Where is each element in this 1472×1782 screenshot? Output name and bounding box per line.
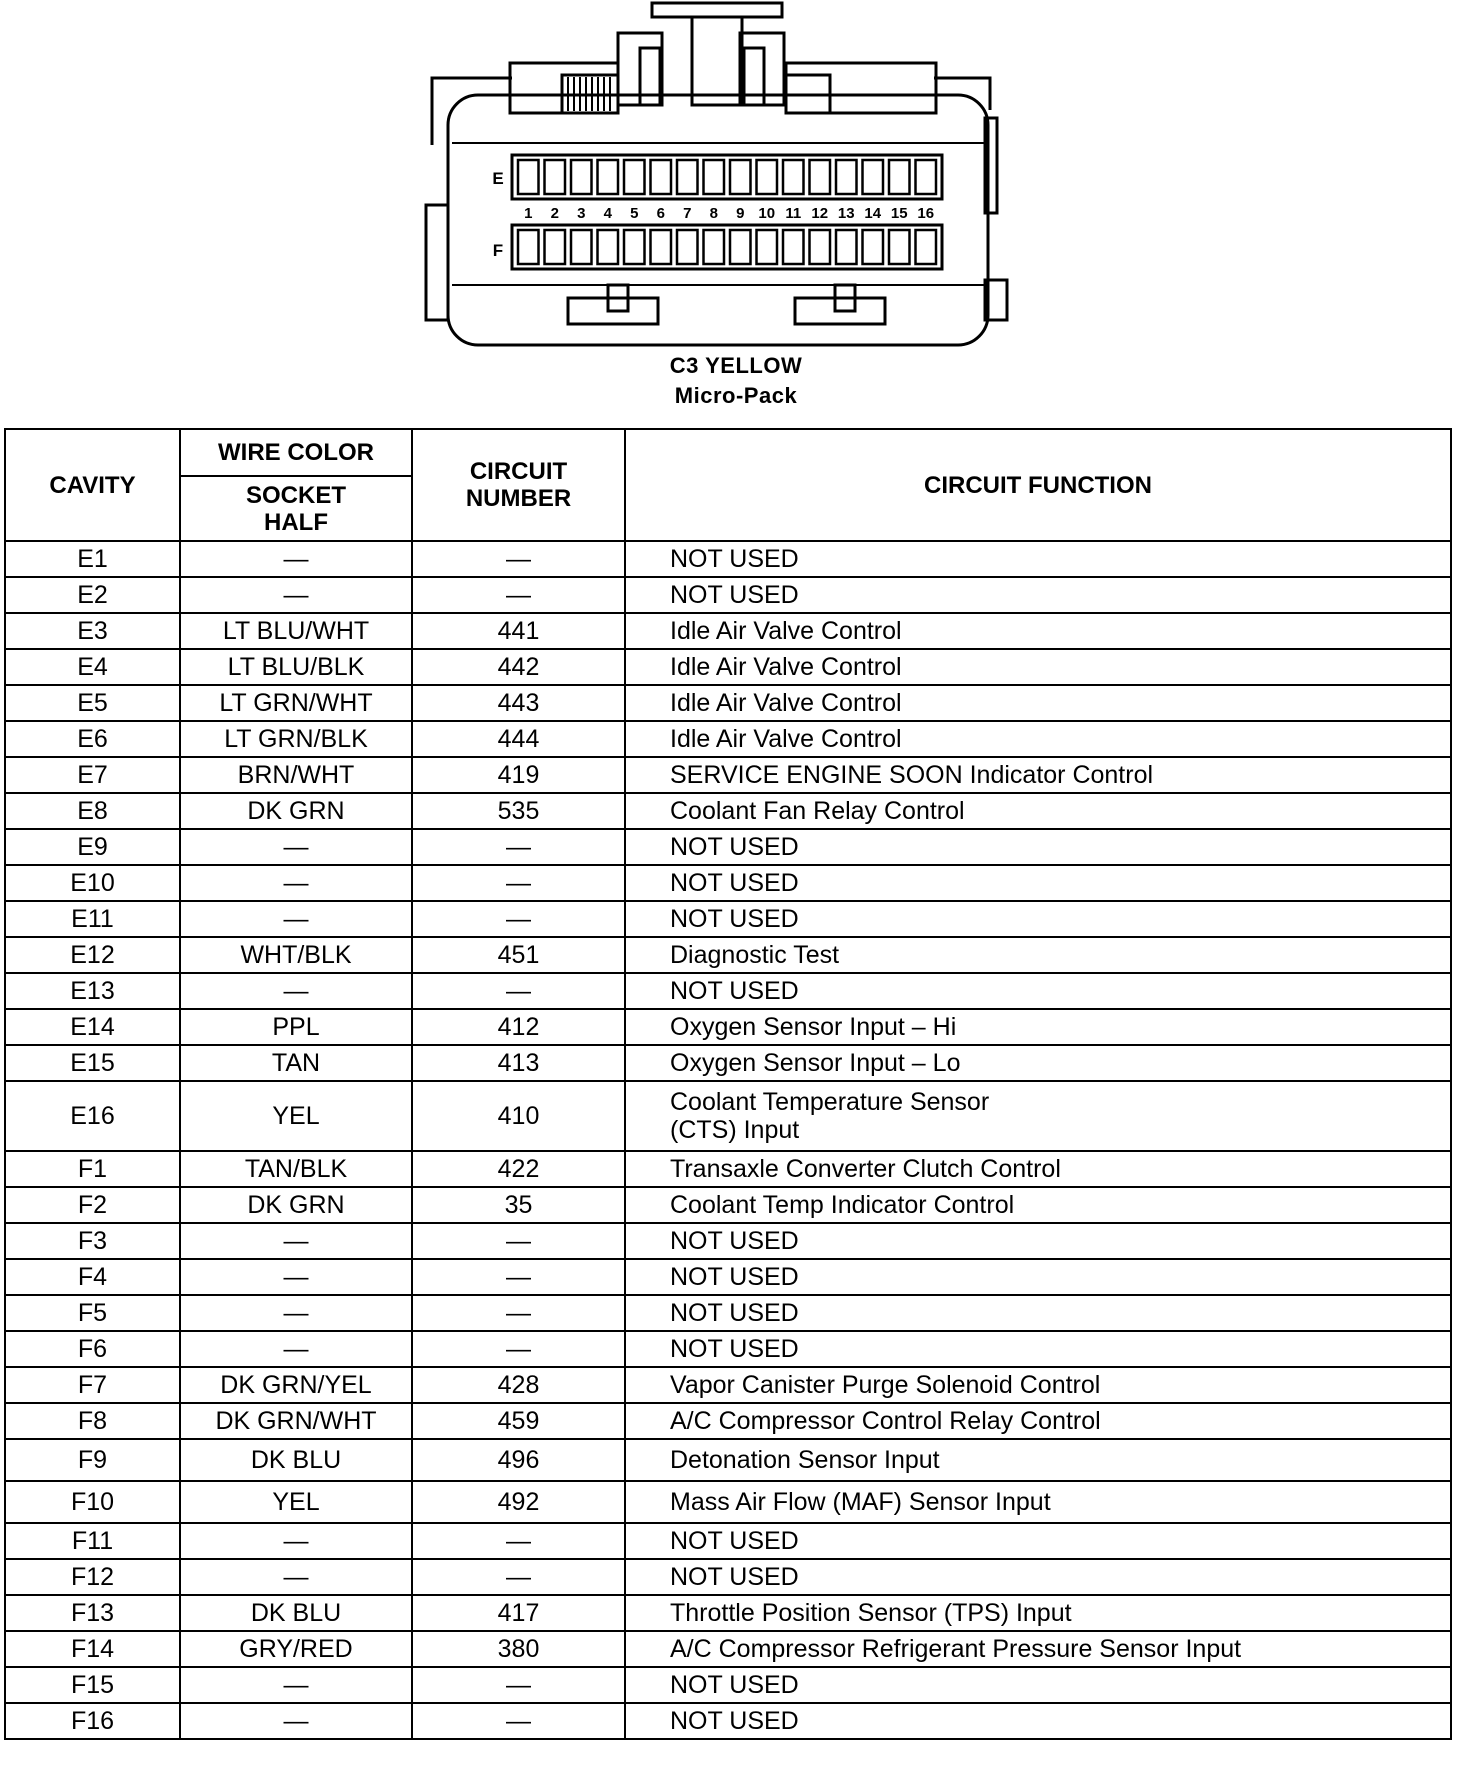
cell-circuit-function: Transaxle Converter Clutch Control: [625, 1151, 1451, 1187]
table-row: [5, 901, 1451, 937]
table-row: [5, 1045, 1451, 1081]
cell-wire-color: —: [180, 1223, 412, 1259]
cell-circuit-number: 459: [412, 1403, 625, 1439]
pin-number-label: 6: [656, 205, 665, 222]
cell-cavity: E16: [5, 1081, 180, 1151]
cell-wire-color: —: [180, 1295, 412, 1331]
pin-number-label: 4: [603, 205, 612, 222]
cell-circuit-function: Idle Air Valve Control: [625, 613, 1451, 649]
cavity-cell: [916, 160, 937, 194]
cell-wire-color: —: [180, 1331, 412, 1367]
table-row: [5, 937, 1451, 973]
cavity-cell: [863, 230, 884, 264]
cell-circuit-number: —: [412, 1331, 625, 1367]
cavity-cell: [677, 160, 698, 194]
cavity-cell: [651, 230, 672, 264]
cell-circuit-function: NOT USED: [625, 829, 1451, 865]
cell-circuit-number: —: [412, 901, 625, 937]
cavity-cell: [624, 160, 645, 194]
cell-cavity: E13: [5, 973, 180, 1009]
cell-circuit-function: NOT USED: [625, 541, 1451, 577]
cell-wire-color: —: [180, 1259, 412, 1295]
pin-number-label: 10: [758, 205, 776, 222]
table-row: [5, 865, 1451, 901]
cell-cavity: F11: [5, 1523, 180, 1559]
cell-circuit-number: 422: [412, 1151, 625, 1187]
cell-wire-color: —: [180, 1703, 412, 1739]
cavity-cell: [810, 230, 831, 264]
table-row: [5, 1187, 1451, 1223]
cell-circuit-function: NOT USED: [625, 1295, 1451, 1331]
cell-circuit-number: 535: [412, 793, 625, 829]
header-circuit-number: CIRCUIT NUMBER: [412, 429, 625, 541]
cell-circuit-number: 428: [412, 1367, 625, 1403]
cell-wire-color: —: [180, 577, 412, 613]
table-row: [5, 973, 1451, 1009]
row-f-label: F: [492, 241, 504, 260]
cell-wire-color: DK GRN: [180, 793, 412, 829]
cell-circuit-function: NOT USED: [625, 1523, 1451, 1559]
cell-cavity: F15: [5, 1667, 180, 1703]
cavity-cell: [545, 230, 566, 264]
cavity-cell: [889, 160, 910, 194]
cell-wire-color: LT GRN/WHT: [180, 685, 412, 721]
cavity-cell: [889, 230, 910, 264]
table-row: [5, 685, 1451, 721]
connector-diagram: [0, 0, 1472, 350]
cell-circuit-function: NOT USED: [625, 577, 1451, 613]
cell-circuit-function: Oxygen Sensor Input – Lo: [625, 1045, 1451, 1081]
cavity-cell: [916, 230, 937, 264]
header-circuit-function: CIRCUIT FUNCTION: [625, 429, 1451, 541]
cell-cavity: F1: [5, 1151, 180, 1187]
table-row: [5, 1523, 1451, 1559]
shell-left: [432, 78, 512, 145]
cell-circuit-function: Diagnostic Test: [625, 937, 1451, 973]
cell-circuit-function: Idle Air Valve Control: [625, 721, 1451, 757]
table-row: [5, 829, 1451, 865]
cell-cavity: E7: [5, 757, 180, 793]
pin-number-label: 1: [524, 205, 533, 222]
cell-cavity: E12: [5, 937, 180, 973]
cavity-cell: [730, 230, 751, 264]
pin-number-label: 16: [917, 205, 935, 222]
cell-circuit-function: SERVICE ENGINE SOON Indicator Control: [625, 757, 1451, 793]
cell-wire-color: DK BLU: [180, 1439, 412, 1481]
table-row: [5, 1559, 1451, 1595]
table-row: [5, 1667, 1451, 1703]
cell-wire-color: —: [180, 1559, 412, 1595]
cell-circuit-function: NOT USED: [625, 1703, 1451, 1739]
table-row: [5, 1151, 1451, 1187]
cell-circuit-function: Detonation Sensor Input: [625, 1439, 1451, 1481]
cell-wire-color: YEL: [180, 1481, 412, 1523]
cell-wire-color: YEL: [180, 1081, 412, 1151]
cell-circuit-function: Throttle Position Sensor (TPS) Input: [625, 1595, 1451, 1631]
cavity-cell: [571, 230, 592, 264]
cavity-cell: [598, 230, 619, 264]
cell-circuit-function: NOT USED: [625, 1331, 1451, 1367]
cell-circuit-number: —: [412, 1223, 625, 1259]
cell-cavity: F10: [5, 1481, 180, 1523]
cell-cavity: F6: [5, 1331, 180, 1367]
pin-number-label: 7: [683, 205, 692, 222]
side-tab-right: [786, 63, 936, 113]
cavity-row-f: [512, 225, 942, 269]
cell-circuit-function: NOT USED: [625, 973, 1451, 1009]
pinout-table: [4, 428, 1452, 1740]
cell-circuit-number: 419: [412, 757, 625, 793]
cell-circuit-number: 380: [412, 1631, 625, 1667]
cell-circuit-number: 413: [412, 1045, 625, 1081]
cell-circuit-number: —: [412, 1559, 625, 1595]
cell-wire-color: PPL: [180, 1009, 412, 1045]
pin-number-label: 9: [736, 205, 745, 222]
table-row: [5, 1223, 1451, 1259]
cell-wire-color: —: [180, 541, 412, 577]
cell-cavity: F16: [5, 1703, 180, 1739]
cell-circuit-function: NOT USED: [625, 1259, 1451, 1295]
cell-circuit-number: 410: [412, 1081, 625, 1151]
cavity-row-e: [512, 155, 942, 199]
cell-circuit-number: —: [412, 1259, 625, 1295]
cell-circuit-number: —: [412, 1523, 625, 1559]
cavity-cell: [518, 160, 539, 194]
cell-cavity: E14: [5, 1009, 180, 1045]
cavity-cell: [836, 160, 857, 194]
cell-wire-color: —: [180, 1667, 412, 1703]
cell-circuit-function: NOT USED: [625, 901, 1451, 937]
cell-cavity: E6: [5, 721, 180, 757]
pin-number-label: 2: [550, 205, 559, 222]
cell-cavity: F5: [5, 1295, 180, 1331]
cavity-cell: [783, 160, 804, 194]
cell-wire-color: —: [180, 901, 412, 937]
cavity-cell: [598, 160, 619, 194]
cell-wire-color: —: [180, 829, 412, 865]
table-row: [5, 1631, 1451, 1667]
row-e-label: E: [492, 169, 504, 188]
cavity-cell: [757, 160, 778, 194]
cell-circuit-function: NOT USED: [625, 1223, 1451, 1259]
cell-wire-color: —: [180, 865, 412, 901]
table-row: [5, 649, 1451, 685]
cell-circuit-number: 443: [412, 685, 625, 721]
cell-circuit-number: —: [412, 541, 625, 577]
cell-circuit-number: 496: [412, 1439, 625, 1481]
table-row: [5, 1009, 1451, 1045]
table-row: [5, 721, 1451, 757]
cell-circuit-function: Coolant Temperature Sensor (CTS) Input: [625, 1081, 1451, 1151]
pin-number-label: 11: [785, 205, 802, 222]
table-row: [5, 577, 1451, 613]
cell-cavity: E1: [5, 541, 180, 577]
cell-circuit-number: —: [412, 865, 625, 901]
cell-circuit-number: 35: [412, 1187, 625, 1223]
cell-circuit-function: NOT USED: [625, 1559, 1451, 1595]
pin-number-label: 3: [577, 205, 586, 222]
cell-circuit-number: —: [412, 577, 625, 613]
latch-top: [652, 3, 782, 17]
connector-name: C3 YELLOW: [669, 353, 803, 378]
cell-circuit-function: Idle Air Valve Control: [625, 649, 1451, 685]
cell-wire-color: DK GRN: [180, 1187, 412, 1223]
cavity-cell: [677, 230, 698, 264]
table-row: [5, 541, 1451, 577]
cell-circuit-number: 412: [412, 1009, 625, 1045]
cell-cavity: E8: [5, 793, 180, 829]
cavity-cell: [704, 160, 725, 194]
cell-cavity: F9: [5, 1439, 180, 1481]
cell-wire-color: TAN/BLK: [180, 1151, 412, 1187]
cell-cavity: E2: [5, 577, 180, 613]
latch-stem: [692, 17, 742, 105]
cell-wire-color: —: [180, 1523, 412, 1559]
cell-wire-color: LT BLU/WHT: [180, 613, 412, 649]
cavity-cell: [651, 160, 672, 194]
cell-wire-color: LT GRN/BLK: [180, 721, 412, 757]
cavity-cell: [836, 230, 857, 264]
table-row: [5, 793, 1451, 829]
cell-circuit-function: Coolant Temp Indicator Control: [625, 1187, 1451, 1223]
cell-circuit-number: 442: [412, 649, 625, 685]
cell-cavity: F3: [5, 1223, 180, 1259]
cell-wire-color: WHT/BLK: [180, 937, 412, 973]
table-row: [5, 613, 1451, 649]
cell-circuit-number: —: [412, 1295, 625, 1331]
cavity-cell: [810, 160, 831, 194]
cell-cavity: F8: [5, 1403, 180, 1439]
cell-cavity: E11: [5, 901, 180, 937]
table-row: [5, 1439, 1451, 1481]
cell-wire-color: LT BLU/BLK: [180, 649, 412, 685]
cell-circuit-number: 444: [412, 721, 625, 757]
cell-circuit-function: A/C Compressor Control Relay Control: [625, 1403, 1451, 1439]
cell-cavity: E9: [5, 829, 180, 865]
cell-cavity: F14: [5, 1631, 180, 1667]
cavity-cell: [730, 160, 751, 194]
cavity-cell: [571, 160, 592, 194]
pin-number-label: 5: [630, 205, 639, 222]
table-row: [5, 1703, 1451, 1739]
pin-number-label: 14: [864, 205, 882, 222]
table-row: [5, 1403, 1451, 1439]
connector-type: Micro-Pack: [674, 383, 798, 408]
cell-cavity: F7: [5, 1367, 180, 1403]
table-row: [5, 1295, 1451, 1331]
table-row: [5, 1259, 1451, 1295]
cell-circuit-function: NOT USED: [625, 865, 1451, 901]
cell-cavity: F4: [5, 1259, 180, 1295]
side-tab-left: [510, 63, 618, 113]
cell-circuit-function: Vapor Canister Purge Solenoid Control: [625, 1367, 1451, 1403]
table-row: [5, 1481, 1451, 1523]
cavity-cell: [783, 230, 804, 264]
cell-cavity: F13: [5, 1595, 180, 1631]
cell-wire-color: BRN/WHT: [180, 757, 412, 793]
cell-cavity: E10: [5, 865, 180, 901]
header-cavity: CAVITY: [5, 429, 180, 541]
cell-cavity: E5: [5, 685, 180, 721]
cell-circuit-number: —: [412, 829, 625, 865]
cell-wire-color: GRY/RED: [180, 1631, 412, 1667]
cell-wire-color: DK GRN/YEL: [180, 1367, 412, 1403]
cell-circuit-number: 441: [412, 613, 625, 649]
table-row: [5, 757, 1451, 793]
cell-circuit-number: 451: [412, 937, 625, 973]
cell-cavity: E15: [5, 1045, 180, 1081]
cell-circuit-number: 417: [412, 1595, 625, 1631]
cell-circuit-function: Idle Air Valve Control: [625, 685, 1451, 721]
cell-circuit-function: NOT USED: [625, 1667, 1451, 1703]
pin-number-label: 15: [890, 205, 908, 222]
cell-circuit-function: Oxygen Sensor Input – Hi: [625, 1009, 1451, 1045]
cell-cavity: F2: [5, 1187, 180, 1223]
cell-circuit-number: —: [412, 973, 625, 1009]
pin-number-label: 12: [811, 205, 829, 222]
cell-cavity: E4: [5, 649, 180, 685]
table-row: [5, 1081, 1451, 1151]
cell-wire-color: DK BLU: [180, 1595, 412, 1631]
cell-circuit-number: —: [412, 1667, 625, 1703]
cell-circuit-function: Coolant Fan Relay Control: [625, 793, 1451, 829]
cavity-cell: [863, 160, 884, 194]
pin-number-label: 8: [709, 205, 718, 222]
cell-wire-color: TAN: [180, 1045, 412, 1081]
cavity-cell: [624, 230, 645, 264]
cell-circuit-number: —: [412, 1703, 625, 1739]
cavity-cell: [518, 230, 539, 264]
cavity-cell: [704, 230, 725, 264]
cell-cavity: F12: [5, 1559, 180, 1595]
table-row: [5, 1331, 1451, 1367]
cell-wire-color: DK GRN/WHT: [180, 1403, 412, 1439]
table-row: [5, 1595, 1451, 1631]
cell-circuit-function: A/C Compressor Refrigerant Pressure Sensor Input: [625, 1631, 1451, 1667]
header-wire-color: WIRE COLOR: [180, 429, 412, 476]
pin-number-label: 13: [837, 205, 855, 222]
cell-circuit-number: 492: [412, 1481, 625, 1523]
cavity-cell: [545, 160, 566, 194]
cell-wire-color: —: [180, 973, 412, 1009]
table-row: [5, 1367, 1451, 1403]
header-socket-half: SOCKET HALF: [180, 476, 412, 541]
cell-circuit-function: Mass Air Flow (MAF) Sensor Input: [625, 1481, 1451, 1523]
cell-cavity: E3: [5, 613, 180, 649]
cavity-cell: [757, 230, 778, 264]
